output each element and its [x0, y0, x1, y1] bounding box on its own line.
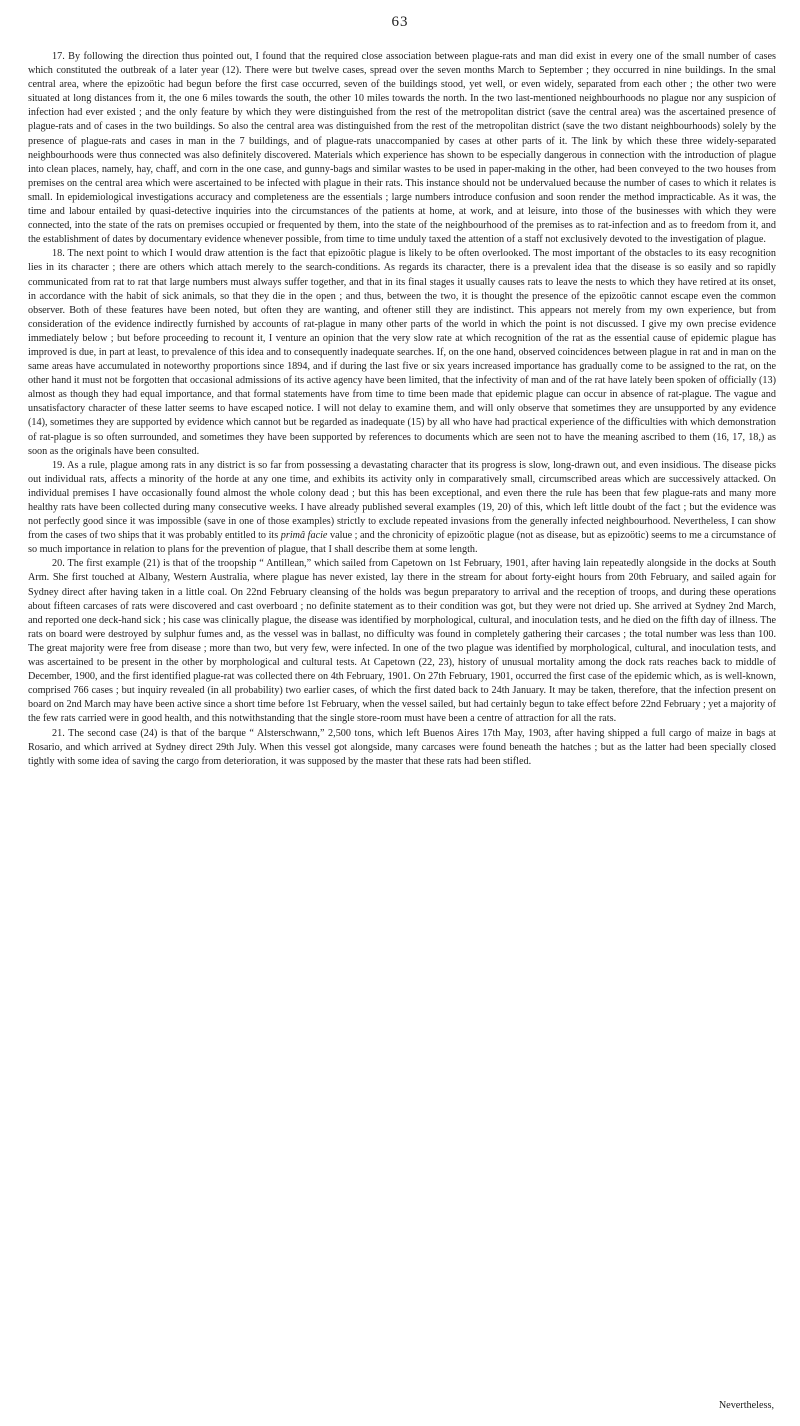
catchword: Nevertheless,	[718, 1400, 774, 1411]
body-text	[28, 50, 776, 769]
paragraph-19	[28, 459, 776, 558]
paragraph-19-text-start: 19. As a rule, plague among rats in any district is so far from possessing a devastating character that its progress is slow, long-drawn out, and even insidious. The disease picks out individual rats, affects a minority of the horde at any one time, and exhibits its activity only in comparatively small, circumscribed areas which are successively attacked. On individual premises I have occasionally found almost the whole colony dead ; but this has been exceptional, and even there the rule has been that few plague-rats and many more healthy rats have been collected during many consecutive weeks. I have already published several examples (19, 20) of this, which left little doubt of the fact ; but the evidence was not perfectly good since it was impossible (save in one of those examples) strictly to exclude repeated invasions from the generally infected neighbourhood. Nevertheless, I can show from the cases of two ships that it was probably entitled to its	[28, 459, 776, 542]
paragraph-21: 21. The second case (24) is that of the barque “ Alsterschwann,” 2,500 tons, which left Buenos Aires 17th May, 1903, after having shipped a full cargo of maize in bags at Rosario, and which arrived at Sydney direct 29th July. When this vessel got alongside, many carcases were found beneath the hatches ; but as the latter had been specially closed tightly with some idea of saving the cargo from deterioration, it was supposed by the master that these rats had been stifled.	[28, 727, 776, 767]
paragraph-19-text-end: value ; and the chronicity of epizoötic plague (not as disease, but as epizoötic) seems to me a circumstance of so much importance in relation to plans for the prevention of plague, that I shall describe them at some length.	[28, 530, 776, 556]
paragraph-19-italic-phrase: primâ facie	[280, 530, 328, 542]
paragraph-18: 18. The next point to which I would draw attention is the fact that epizoötic plague is likely to be often overlooked. The most important of the obstacles to its easy recognition lies in its character ; there are others which attach merely to the search-conditions. As regards its character, there is a prevalent idea that the disease is so easily and so rapidly communicated from rat to rat that large numbers must always suffer together, and that in its final stages it usually causes rats to leave the nests to which they have retired at its onset, in accordance with the habit of sick animals, so that they die in the open ; and thus, between the two, it is thought the presence of the epizoötic cannot escape even the common observer. Both of these features have been noted, but often they are wanting, and oftener still they are indistinct. This appears not merely from my own experience, but from consideration of the evidence indirectly furnished by accounts of rat-plague in many other parts of the world in which the point is not discussed. I give my own precise evidence immediately below ; but before proceeding to recount it, I venture an opinion that the very slow rate at which recognition of the rat as the essential cause of epidemic plague has improved is due, in part at least, to prevalence of this idea and to consequently inadequate searches. If, on the one hand, observed coincidences between plague in rat and in man on the same areas have accumulated in noteworthy proportions since 1894, and if during the last five or six years increased importance has gradually come to be assigned to the rat, on the other hand it must not be forgotten that occasional admissions of its active agency have been limited, that the infectivity of man and of the rat have lately been spoken of officially (13) almost as though they had equal importance, and that formal statements have from time to time been made that epidemic plague can occur in absence of rat-plague. The vague and unsatisfactory character of these latter seems to have escaped notice. I will not delay to examine them, and will only observe that sometimes they are unsupported by any evidence (14), sometimes they are supported by evidence which cannot but be regarded as inadequate (15) by all who have had practical experience of the difficulties with which demonstration of rat-plague is so often surrounded, and sometimes they have been supported by references to documents which are seen not to have the meaning ascribed to them (16, 17, 18,) as soon as the originals have been consulted.	[28, 248, 776, 457]
page-number: 63	[391, 14, 409, 30]
paragraph-17: 17. By following the direction thus pointed out, I found that the required close association between plague-rats and man did exist in every one of the small number of cases which constituted the outbreak of a later year (12). There were but twelve cases, spread over the seven months March to September ; they occurred in nine buildings. In the smal central area, where the epizoötic had begun before the first case occurred, seven of the buildings stood, yet well, or even widely, separated from each other ; the other two were situated at long distances from it, the one 6 miles towards the south, the other 10 miles towards the north. In the two last-mentioned neighbourhoods no plague nor any suspicion of infection had ever existed ; and the only feature by which they were distinguished from the rest of the metropolitan district (save the central area) was the ascertained presence of plague-rats and of cases in the two buildings. So also the central area was distinguished from the rest of the metropolitan district (save the two distant neighbourhoods) solely by the presence of plague-rats and cases in man in the 7 buildings, and of plague-rats unaccompanied by cases at other parts of it. The link by which these three widely-separated neighbourhoods were thus connected was also definitely discovered. Materials which experience has shown to be especially dangerous in connection with the introduction of plague into clean places, namely, hay, chaff, and corn in the one case, and gunny-bags and similar wastes to be used in paper-making in the other, had been conveyed to the two houses from premises on the central area which were ascertained to be infected with plague in their rats. This instance should not be undervalued because the number of cases to which it relates is small. In epidemiological investigations accuracy and completeness are the essentials ; large numbers introduce confusion and soon render the method impracticable. As it was, the time and labour entailed by quasi-detective inquiries into the circumstances of the patients at home, at work, and at leisure, into those of the businesses with which they were connected, into the state of the rats on premises occupied or frequented by them, into the state of the neighbourhood of the premises as to rat-infection and as to freedom from it, and the establishment of dates by documentary evidence whenever possible, from time to time unduly taxed the attention of a staff not exclusively devoted to the investigation of plague.	[28, 51, 776, 246]
paragraph-20: 20. The first example (21) is that of the troopship “ Antillean,” which sailed from Capetown on 1st February, 1901, after having lain repeatedly alongside in the docks at South Arm. She first touched at Albany, Western Australia, where plague has never existed, lay there in the stream for about forty-eight hours from 20th February, and sailed again for Sydney direct after having taken in a little coal. On 22nd February cleansing of the holds was begun preparatory to arrival and the reception of troops, and during these operations about fifteen carcases of rats were discovered and cast overboard ; no definite statement as to their condition was got, but they were not dried up. She arrived at Sydney 2nd March, and reported one deck-hand sick ; his case was clinically plague, the disease was identified by morphological, cultural, and inoculation tests, and he died on the fifth day of illness. The rats on board were destroyed by sulphur fumes and, as the vessel was in ballast, no difficulty was found in completely gathering their carcases ; the total number was less than 100. The great majority were free from disease ; more than two, but very few, were infected. In one of the two plague was identified by morphological, cultural, and inoculation tests, and was ascertained to be present in the other by morphological and cultural tests. At Capetown (22, 23), history of unusual mortality among the dock rats reaches back to middle of December, 1900, and the first identified plague-rat was collected there on 4th February, 1901. On 27th February, 1901, occurred the first case of the epidemic which, as is well-known, comprised 766 cases ; but inquiry revealed (in all probability) two earlier cases, of which the first dated back to 24th January. It may be taken, therefore, that the infection present on board on 2nd March may have been active since a short time before 1st February, when the vessel sailed, but had certainly begun to take effect before 22nd February ; yet a majority of the few rats carried were in good health, and this notwithstanding that the single store-room must have been a centre of attraction for all the rats.	[28, 558, 776, 725]
